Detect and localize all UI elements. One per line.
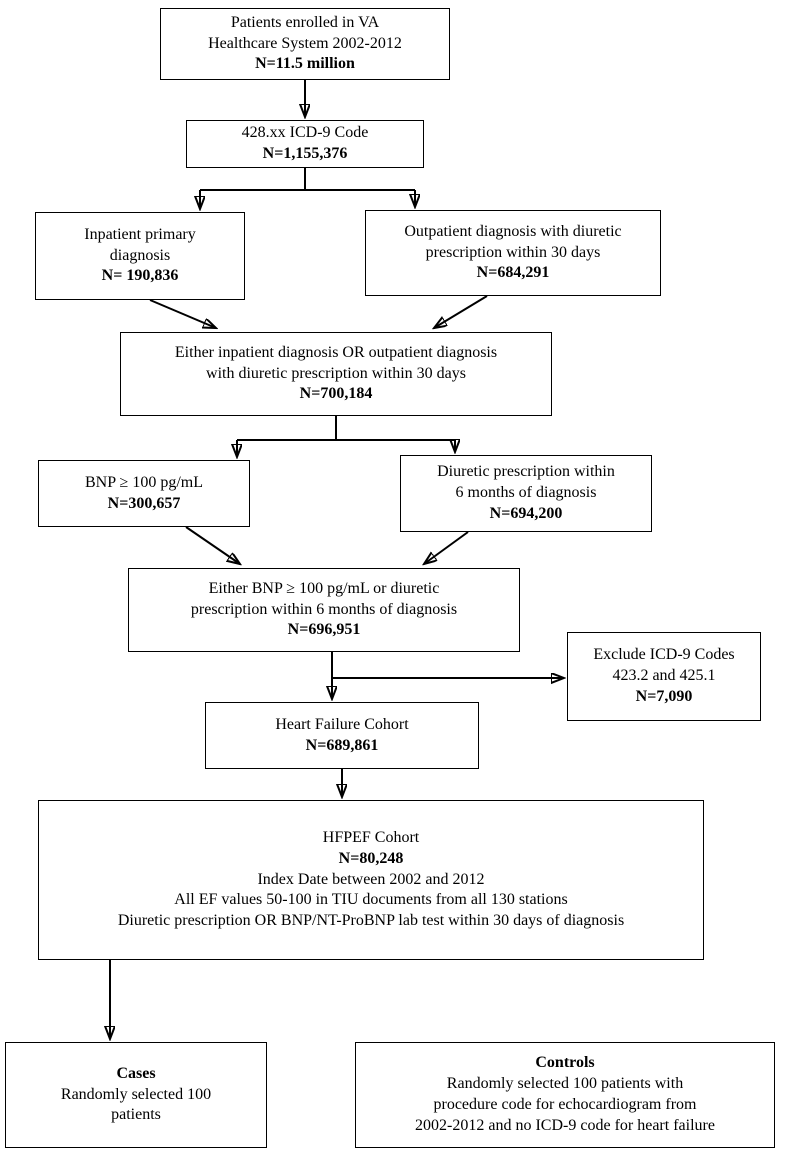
box-line: prescription within 6 months of diagnosis [190, 600, 458, 618]
box-line: Randomly selected 100 [60, 1085, 212, 1103]
flow-box-either-diagnosis [120, 332, 552, 416]
box-line: Exclude ICD-9 Codes [593, 646, 735, 664]
flow-box-either-bnp-diuretic [128, 568, 520, 652]
box-line: All EF values 50-100 in TIU documents from all 130 stations [174, 891, 568, 909]
box-line: Either BNP ≥ 100 pg/mL or diuretic [208, 579, 440, 597]
arrow-outpatient-to-either [434, 296, 487, 328]
flow-box-diuretic [400, 455, 652, 532]
flow-box-enrolled [160, 8, 450, 80]
box-line: Patients enrolled in VA [230, 13, 380, 31]
box-line: prescription within 30 days [425, 243, 601, 261]
flow-box-controls [355, 1042, 775, 1148]
box-line: procedure code for echocardiogram from [433, 1096, 697, 1113]
box-n-value: N=700,184 [299, 385, 373, 403]
box-n-value: N=696,951 [287, 621, 361, 639]
box-line: Healthcare System 2002-2012 [208, 34, 402, 52]
box-line: Either inpatient diagnosis OR outpatient diagnosis [174, 343, 498, 361]
box-line: Inpatient primary [84, 225, 196, 243]
flow-box-bnp [38, 460, 250, 527]
box-n-value: N= 190,836 [101, 267, 179, 285]
box-line: 2002-2012 and no ICD-9 code for heart failure [415, 1116, 715, 1134]
flow-box-outpatient [365, 210, 661, 296]
box-n-value: N=300,657 [107, 494, 181, 512]
box-line: Heart Failure Cohort [275, 715, 409, 733]
flow-box-hf-cohort [205, 702, 479, 769]
flow-box-exclude [567, 632, 761, 721]
box-line: Outpatient diagnosis with diuretic [404, 222, 622, 240]
box-n-value: N=11.5 million [255, 55, 355, 73]
box-line: with diuretic prescription within 30 days [206, 364, 466, 382]
box-n-value: N=1,155,376 [262, 145, 348, 162]
box-line: Randomly selected 100 patients with [446, 1075, 684, 1093]
box-line: patients [111, 1106, 161, 1124]
arrow-diuretic-to-either2 [424, 532, 468, 564]
box-title: HFPEF Cohort [322, 829, 420, 846]
box-line: Diuretic prescription within [437, 463, 615, 481]
box-line: diagnosis [109, 246, 171, 264]
box-line: Index Date between 2002 and 2012 [257, 870, 485, 888]
flow-box-inpatient [35, 212, 245, 300]
arrow-bnp-to-either2 [186, 527, 240, 564]
box-heading: Cases [116, 1064, 156, 1082]
arrow-inpatient-to-either [150, 300, 216, 328]
box-n-value: N=80,248 [338, 849, 404, 867]
flow-box-icd9 [186, 120, 424, 168]
box-line: 428.xx ICD-9 Code [241, 124, 369, 142]
box-line: 6 months of diagnosis [455, 484, 597, 502]
flow-box-hfpef-cohort [38, 800, 704, 960]
box-n-value: N=694,200 [489, 504, 563, 522]
box-n-value: N=684,291 [476, 264, 550, 282]
flow-box-cases [5, 1042, 267, 1148]
box-line: 423.2 and 425.1 [612, 667, 716, 685]
box-line: Diuretic prescription OR BNP/NT-ProBNP lab test within 30 days of diagnosis [117, 912, 625, 930]
box-line: BNP ≥ 100 pg/mL [85, 473, 203, 491]
box-n-value: N=7,090 [635, 687, 693, 705]
box-n-value: N=689,861 [305, 736, 379, 754]
box-heading: Controls [535, 1054, 595, 1072]
